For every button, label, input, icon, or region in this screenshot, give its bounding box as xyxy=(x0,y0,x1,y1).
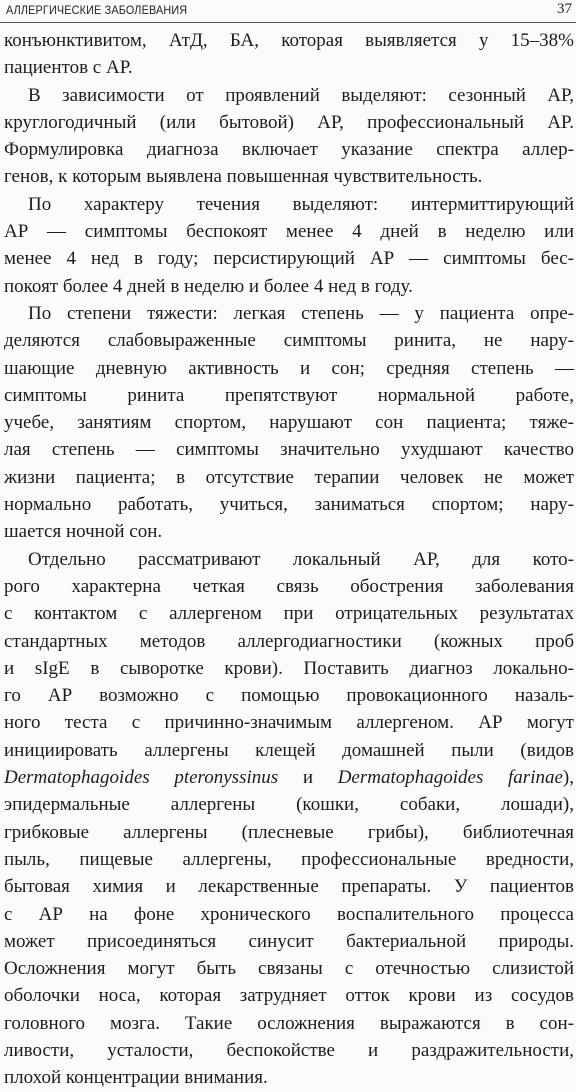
running-header xyxy=(0,0,576,23)
species-name: Dermatophagoides pteronyssinus xyxy=(4,767,279,789)
text-line: стандартных методов аллергодиагностики (кожных проб xyxy=(4,630,574,652)
text-line: может присоединяться синусит бактериальной природы. xyxy=(4,930,574,952)
text-line: ного теста с причинно-значимым аллергеном. АР могут xyxy=(4,712,574,734)
paragraph-first-line: В зависимости от проявлений выделяют: сезонный АР, xyxy=(28,84,574,106)
text-line: бытовая химия и лекарственные препараты. У пациентов xyxy=(4,876,574,898)
page-number: 37 xyxy=(557,1,572,17)
text-line: покоят более 4 дней в неделю и более 4 нед в году. xyxy=(4,275,413,297)
body-text xyxy=(4,27,574,1092)
text-line: шающие дневную активность и сон; средняя степень — xyxy=(4,357,574,379)
text-line: с АР на фоне хронического воспалительного процесса xyxy=(4,903,574,925)
paragraph-first-line: По степени тяжести: легкая степень — у пациента опре- xyxy=(28,302,574,324)
text-line: учебе, занятиям спортом, нарушают сон пациента; тяже- xyxy=(4,412,574,434)
text-line: генов, к которым выявлена повышенная чувствительность. xyxy=(4,166,483,188)
species-name: Dermatophagoides farinae xyxy=(337,767,563,789)
text-line: Осложнения могут быть связаны с отечностью слизистой xyxy=(4,958,574,980)
text-line: и sIgE в сыворотке крови). Поставить диагноз локально- xyxy=(4,657,574,679)
text-line: грибковые аллергены (плесневые грибы), библиотечная xyxy=(4,821,574,843)
paragraph-first-line: Отдельно рассматривают локальный АР, для кото- xyxy=(28,548,574,570)
text-line: рого характерна четкая связь обострения заболевания xyxy=(4,575,574,597)
text-line: Формулировка диагноза включает указание спектра аллер- xyxy=(4,139,574,161)
text-line: го АР возможно с помощью провокационного назаль- xyxy=(4,685,574,707)
text-line: головного мозга. Такие осложнения выражаются в сон- xyxy=(4,1012,574,1034)
text-line: конъюнктивитом, АтД, БА, которая выявляется у 15–38% xyxy=(4,30,574,51)
text-line: инициировать аллергены клещей домашней пыли (видов xyxy=(4,739,574,761)
text-line: эпидермальные аллергены (кошки, собаки, лошади), xyxy=(4,794,574,816)
paragraph-first-line: По характеру течения выделяют: интермиттирующий xyxy=(28,193,574,215)
text-line: деляются слабовыраженные симптомы ринита, не нару- xyxy=(4,330,574,352)
text-line: лая степень — симптомы значительно ухудшают качество xyxy=(4,439,574,461)
text-line: пациентов с АР. xyxy=(4,57,133,79)
text-line: круглогодичный (или бытовой) АР, профессиональный АР. xyxy=(4,111,574,133)
text-line: симптомы ринита препятствуют нормальной работе, xyxy=(4,384,574,406)
text-line: менее 4 нед в году; персистирующий АР — симптомы бес- xyxy=(4,248,574,270)
text-line-species-names: Dermatophagoides pteronyssinus и Dermatophagoides farinae), xyxy=(4,767,574,789)
text-line: плохой концентрации внимания. xyxy=(4,1067,268,1089)
text-line: шается ночной сон. xyxy=(4,521,163,543)
running-title: АЛЛЕРГИЧЕСКИЕ ЗАБОЛЕВАНИЯ xyxy=(6,3,188,17)
text-line: жизни пациента; в отсутствие терапии человек не может xyxy=(4,466,574,488)
text-line: оболочки носа, которая затрудняет отток крови из сосудов xyxy=(4,985,574,1007)
text-line: АР — симптомы беспокоят менее 4 дней в неделю или xyxy=(4,221,574,243)
text-line: с контактом с аллергеном при отрицательных результатах xyxy=(4,603,574,625)
text-line: нормально работать, учиться, заниматься спортом; нару- xyxy=(4,494,574,516)
text-line: пыль, пищевые аллергены, профессиональные вредности, xyxy=(4,848,574,870)
text-line: ливости, усталости, беспокойстве и раздражительности, xyxy=(4,1039,574,1061)
